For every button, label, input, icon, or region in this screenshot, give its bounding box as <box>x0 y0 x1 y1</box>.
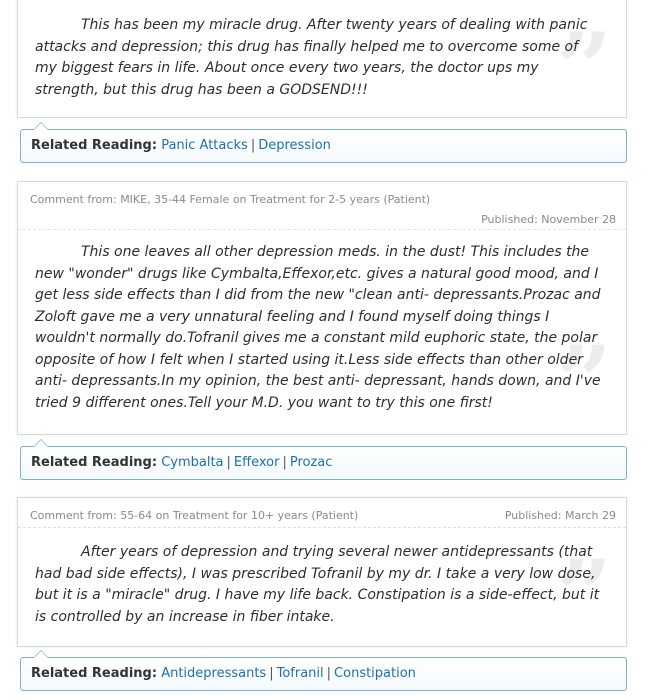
comment-card-3 <box>17 497 627 652</box>
comment-body <box>18 230 626 438</box>
related-link-cymbalta[interactable]: Cymbalta <box>161 455 224 470</box>
quote-mark-icon: ” <box>556 325 612 438</box>
comment-meta <box>18 498 626 528</box>
comment-card-1 <box>17 0 627 125</box>
comment-body <box>18 528 626 652</box>
related-reading-bar <box>20 657 627 691</box>
published-date: Published: March 29 <box>504 509 616 522</box>
related-link-antidepressants[interactable]: Antidepressants <box>161 666 267 681</box>
comment-text: After years of depression and trying several newer antidepressants (that had bad side effects), I was prescribed Tofranil by my dr. I take a very low dose, but it is a "miracle" drug. I have my life back. Constipation is a side-effect, but it is controlled by an increase in fiber intake. <box>35 544 600 625</box>
related-reading-bar <box>20 446 627 480</box>
separator: | <box>226 455 231 470</box>
pointer-arrow-icon <box>33 439 49 447</box>
related-link-tofranil[interactable]: Tofranil <box>276 666 324 681</box>
comment-author: Comment from: MIKE, 35-44 Female on Treatment for 2-5 years (Patient) <box>30 193 431 206</box>
comment-author: Comment from: 55-64 on Treatment for 10+ years (Patient) <box>30 509 359 522</box>
pointer-arrow-icon <box>33 650 49 658</box>
separator: | <box>269 666 274 681</box>
related-reading-label: Related Reading: <box>31 455 158 470</box>
related-link-prozac[interactable]: Prozac <box>289 455 333 470</box>
quote-mark-icon: ” <box>556 539 612 652</box>
comment-body <box>18 0 626 125</box>
comment-text: This has been my miracle drug. After twenty years of dealing with panic attacks and depression; this drug has finally helped me to overcome some of my biggest fears in life. About once every two years, the doctor ups my strength, but this drug has been a GODSEND!!! <box>35 17 588 98</box>
separator: | <box>326 666 332 681</box>
separator: | <box>282 455 287 470</box>
related-link-depression[interactable]: Depression <box>258 138 331 153</box>
related-link-panic-attacks[interactable]: Panic Attacks <box>161 138 248 153</box>
separator: | <box>250 138 256 153</box>
published-date: Published: November 28 <box>481 213 616 226</box>
related-link-effexor[interactable]: Effexor <box>233 455 280 470</box>
quote-mark-icon: ” <box>556 12 612 125</box>
related-link-constipation[interactable]: Constipation <box>334 666 416 681</box>
comment-card-2 <box>17 181 627 438</box>
related-reading-label: Related Reading: <box>31 138 158 153</box>
comment-meta <box>18 182 626 230</box>
related-reading-label: Related Reading: <box>31 666 158 681</box>
related-reading-bar <box>20 129 627 163</box>
pointer-arrow-icon <box>33 122 49 130</box>
comment-text: This one leaves all other depression meds. in the dust! This includes the new "wonder" drugs like Cymbalta,Effexor,etc. gives a natural good mood, and I get less side effects than I did from the new "clean anti- depressants.Prozac and Zoloft gave me a very unnatural feeling and I found myself doing things I wouldn't normally do.Tofranil gives me a constant mild euphoric state, the polar opposite of how I felt when I started using it.Less side effects than other older anti- depressants.In my opinion, the best anti- depressant, hands down, and I've tried 9 different ones.Tell your M.D. you want to try this one first! <box>35 244 601 411</box>
